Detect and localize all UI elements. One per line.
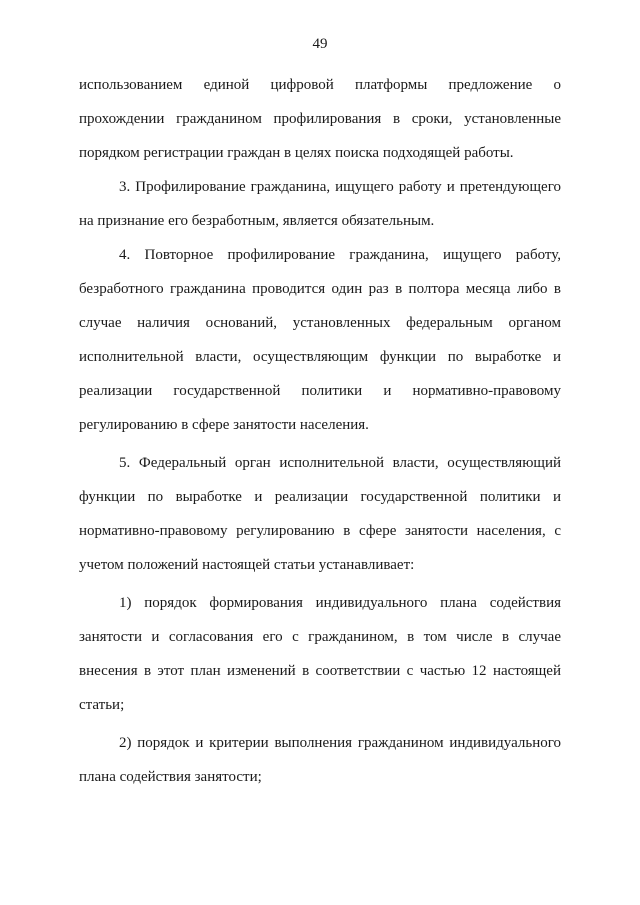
page-number: 49 [312,36,328,52]
paragraph-subitem-1 [79,586,561,722]
paragraph-text: 4. Повторное профилирование гражданина, ищущего работу, безработного гражданина проводится один раз в полтора месяца либо в случае наличия оснований, установленных федеральным органом исполнительной власти, осуществляющим функции по выработке и реализации государственной политики и нормативно-правовому регулированию в сфере занятости населения. [79,247,561,433]
paragraph-continuation [79,68,561,170]
paragraph-subitem-2 [79,726,561,794]
paragraph-text: использованием единой цифровой платформы предложение о прохождении гражданином профилирования в сроки, установленные порядком регистрации граждан в целях поиска подходящей работы. [79,77,561,161]
paragraph-text: 3. Профилирование гражданина, ищущего работу и претендующего на признание его безработным, является обязательным. [79,179,561,229]
paragraph-text: 1) порядок формирования индивидуального плана содействия занятости и согласования его с гражданином, в том числе в случае внесения в этот план изменений в соответствии с частью 12 настоящей статьи; [79,595,561,713]
paragraph-text: 2) порядок и критерии выполнения гражданином индивидуального плана содействия занятости; [79,735,561,785]
paragraph-item-5 [79,446,561,582]
paragraph-item-4 [79,238,561,442]
paragraph-item-3 [79,170,561,238]
paragraph-text: 5. Федеральный орган исполнительной власти, осуществляющий функции по выработке и реализации государственной политики и нормативно-правовому регулированию в сфере занятости населения, с учетом положений настоящей статьи устанавливает: [79,455,561,573]
